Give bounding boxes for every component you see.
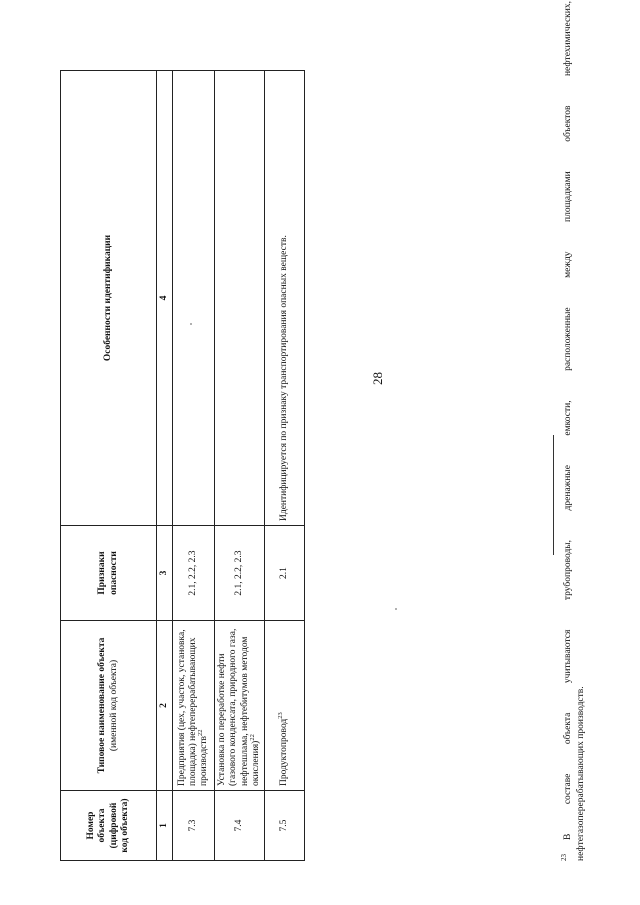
object-name-text: Предприятия (цех, участок, установка, площадка) нефтеперерабатывающих производств	[176, 629, 210, 786]
scan-speck	[395, 608, 397, 610]
footnote-text-1: В составе объекта учитываются трубопроводы, дренажные емкости, расположенные между площадками объектов нефтехимических,	[563, 1, 574, 840]
footnote-ref: 23	[276, 712, 284, 719]
object-name-text: Продуктопровод	[278, 718, 289, 786]
table-row	[265, 71, 305, 861]
object-name	[215, 621, 265, 791]
table-row	[173, 71, 215, 861]
identification-notes	[215, 71, 265, 526]
column-number: 3	[157, 526, 173, 621]
footnote-divider	[553, 435, 554, 555]
header-hazard-signs: Признаки опасности	[61, 526, 157, 621]
header-object-number: Номер объекта (цифровой код объекта)	[61, 791, 157, 861]
column-number-row	[157, 71, 173, 861]
object-name-text: Установка по переработке нефти (газового конденсата, природного газа, нефтешлама, нефтебитумов методом окисления)	[217, 628, 261, 786]
hazard-objects-table	[60, 70, 305, 861]
table-row	[215, 71, 265, 861]
column-number: 1	[157, 791, 173, 861]
hazard-signs: 2.1, 2.2, 2.3	[173, 526, 215, 621]
footnote-ref: 22	[248, 734, 256, 741]
hazard-signs: 2.1, 2.2, 2.3	[215, 526, 265, 621]
identification-notes: Идентифицируется по признаку транспортирования опасных веществ.	[265, 71, 305, 526]
footnote	[560, 1, 588, 861]
object-code: 7.5	[265, 791, 305, 861]
identification-notes	[173, 71, 215, 526]
header-object-name-title: Типовое наименование объекта	[97, 637, 108, 774]
object-code: 7.3	[173, 791, 215, 861]
footnote-ref: 22	[197, 729, 205, 736]
footnote-text-2: нефтегазоперерабатывающих производств.	[575, 686, 586, 861]
table-header-row	[61, 71, 157, 861]
page-number: 28	[370, 372, 385, 385]
header-identification-notes: Особенности идентификации	[61, 71, 157, 526]
footnote-number: 23	[560, 854, 568, 861]
header-object-name-sub: (именной код объекта)	[108, 659, 119, 752]
object-name	[265, 621, 305, 791]
hazard-signs: 2.1	[265, 526, 305, 621]
header-object-name	[61, 621, 157, 791]
footnote-line	[560, 1, 575, 861]
column-number: 2	[157, 621, 173, 791]
object-code: 7.4	[215, 791, 265, 861]
column-number: 4	[157, 71, 173, 526]
scan-speck	[190, 323, 192, 325]
object-name	[173, 621, 215, 791]
